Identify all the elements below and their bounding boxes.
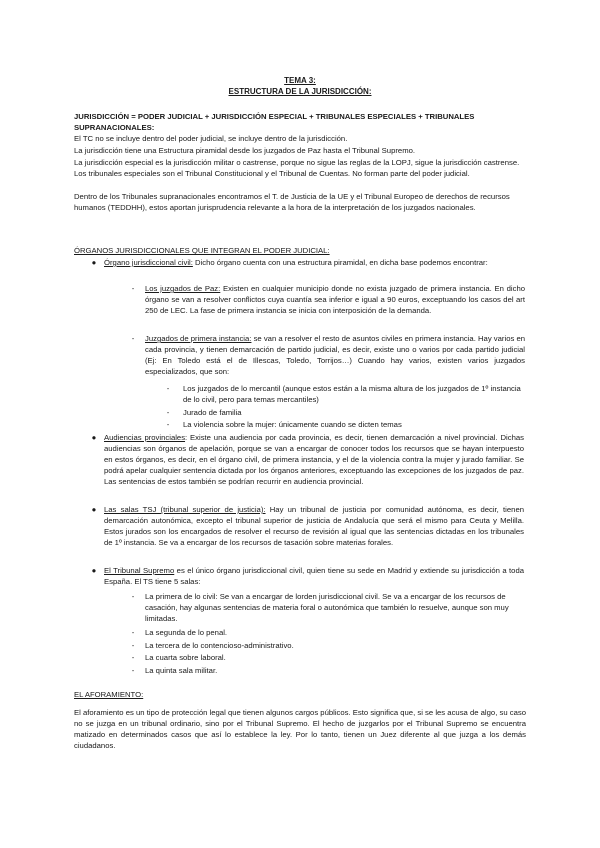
audiencias-label: Audiencias provinciales [104,433,186,442]
bullet-icon: ● [91,505,97,514]
sala-item: La quinta sala militar. [145,666,218,675]
sala-item: La primera de lo civil: Se van a encargar de lorden jurisdiccional civil. Se va a encargar de los recursos de casación, hay algunas sentencias de materia foral o autonómica que también lo resuelve, aunque son muy limitadas. [145,592,509,623]
dash-icon: - [131,628,135,637]
aforamiento-text: El aforamiento es un tipo de protección legal que tienen algunos cargos públicos. Esto significa que, si se les acusa de algo, su caso no se juzga en un tribunal ordinario, sino por el Tribunal Supremo. El hecho de juzgarlos por el Tribunal Supremo se encuentra matizado en determinados casos que así lo establece la ley. Por lo tanto, tienen un Juez diferente al que juzga a los demás ciudadanos. [74,708,526,750]
dash-icon: - [131,284,135,293]
aforamiento-heading: EL AFORAMIENTO: [74,690,144,699]
bullet-icon: ● [91,433,97,442]
especializado-item: Los juzgados de lo mercantil (aunque estos están a la misma altura de los juzgados de 1º instancia de lo civil, pero para temas mercantiles) [183,384,521,404]
primera-label: Juzgados de primera instancia: [145,334,252,343]
tsj-item [104,505,524,549]
civil-label: Órgano jurisdiccional civil: [104,258,193,267]
tsj-text: Hay un tribunal de justicia por comunidad autónoma, es decir, tienen demarcación autonómica, excepto el tribunal superior de justicia de Andalucía que será el mismo para Ceuta y Melilla. Estos jurados son los encargados de resolver el recurso de revisión al igual que las sentencias dictadas en los tribunales de 1º instancia. Se va a encargar de los recursos de tasación sobre materias forales. [104,505,524,547]
sala-item: La tercera de lo contencioso-administrativo. [145,641,294,650]
paz-label: Los juzgados de Paz: [145,284,221,293]
topic-title: TEMA 3: [284,76,316,85]
intro-line-tc: El TC no se incluye dentro del poder judicial, se incluye dentro de la jurisdicción. [74,134,348,143]
supremo-item [104,566,524,588]
organos-heading: ÓRGANOS JURISDICCIONALES QUE INTEGRAN EL PODER JUDICIAL: [74,246,330,255]
sala-item: La segunda de lo penal. [145,628,228,637]
intro-line-piramidal: La jurisdicción tiene una Estructura piramidal desde los juzgados de Paz hasta el Tribunal Supremo. [74,146,416,155]
dash-icon: - [131,641,135,650]
dash-icon: - [166,408,170,417]
supremo-text: es el único órgano jurisdiccional civil, quien tiene su sede en Madrid y extiende su jurisdicción a toda España. El TS tiene 5 salas: [104,566,524,586]
paz-text: Existen en cualquier municipio donde no exista juzgado de primera instancia. En dicho órgano se van a resolver conflictos cuya cuantía sea inferior e igual a 90 euros, exceptuando los casos del art 250 de LEC. La fase de primera instancia se inicia con interposición de la demanda. [145,284,525,315]
civil-item [104,258,524,269]
primera-text: se van a resolver el resto de asuntos civiles en primera instancia. Hay varios en cada provincia, y tienen demarcación de partido judicial, es decir, existe uno o varios por cada partido judicial (Ej: En Toledo está el de Illescas, Toledo, Torrijos…) Cuando hay varios, existen varios juzgados especializados, que son: [145,334,526,376]
especializado-item: La violencia sobre la mujer: únicamente cuando se dicten temas [183,420,402,429]
dash-icon: - [131,592,135,601]
dash-icon: - [131,666,135,675]
audiencias-text: : Existe una audiencia por cada provincia, es decir, tienen demarcación a nivel provincial. Dichas audiencias son órganos de apelación, porque se van a encargar de conocer todos los recursos que se hayan interpuesto en estos órganos, es decir, en el órgano civil, de primera instancia, y el de la violencia contra la mujer y jurado familiar. Se podrá apelar cualquier sentencia dictada por los órganos anteriores, exceptuando las excepciones de los juzgados de paz. Las sentencias de estos también se podrían recurrir en audiencia provincial. [104,433,524,486]
bullet-icon: ● [91,566,97,575]
dash-icon: - [131,653,135,662]
dash-icon: - [166,384,170,393]
civil-text: Dicho órgano cuenta con una estructura piramidal, en dicha base podemos encontrar: [192,258,488,267]
especializado-item: Jurado de familia [183,408,242,417]
bullet-icon: ● [91,258,97,267]
supremo-label: El Tribunal Supremo [104,566,175,575]
sala-item: La cuarta sobre laboral. [145,653,226,662]
paz-item [145,284,525,317]
dash-icon: - [131,334,135,343]
tsj-label: Las salas TSJ (tribunal superior de justicia): [104,505,266,514]
topic-subtitle: ESTRUCTURA DE LA JURISDICCIÓN: [228,87,372,96]
intro-line-supranacionales: Dentro de los Tribunales supranacionales encontramos el T. de Justicia de la UE y el Tribunal Europeo de derechos de recursos humanos (TEDDHH), estos aportan jurisprudencia relevante a la hora de la interpretación de los juzgados nacionales. [74,192,510,212]
audiencias-item [104,433,524,488]
intro-line-especial: La jurisdicción especial es la jurisdicción militar o castrense, porque no sigue las reglas de la LOPJ, sigue la jurisdicción castrense. Los tribunales especiales son el Tribunal Constitucional y el Tribunal de Cuentas. No forman parte del poder judicial. [74,158,520,178]
jurisdiction-heading: JURISDICCIÓN = PODER JUDICIAL + JURISDICCIÓN ESPECIAL + TRIBUNALES ESPECIALES + TRIBUNALES SUPRANACIONALES: [74,112,475,132]
dash-icon: - [166,420,170,429]
primera-instancia-item [145,334,525,378]
